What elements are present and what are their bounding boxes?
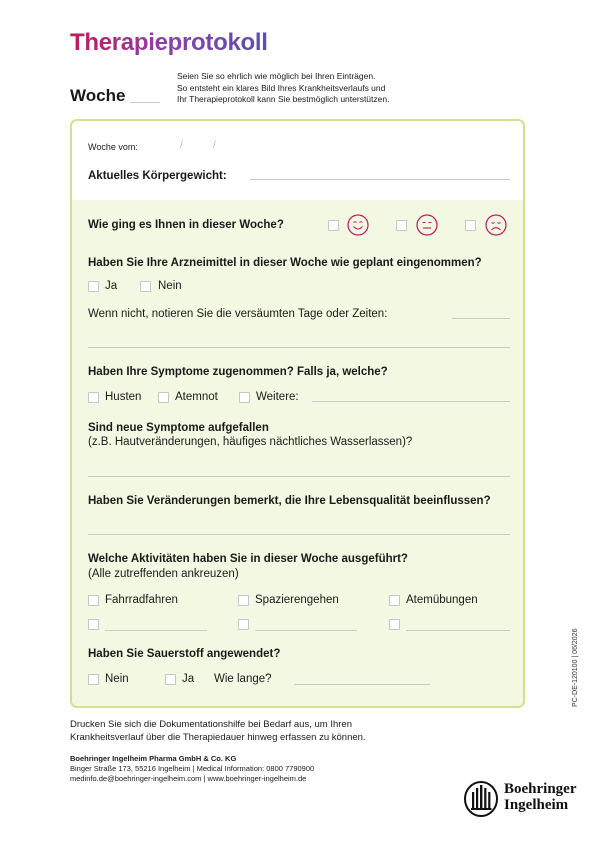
activity-option: Fahrradfahren [105,594,178,606]
mood-sad-checkbox[interactable] [465,220,476,231]
week-from-label: Woche vom: [88,142,138,152]
symptom-other-checkbox[interactable] [239,392,250,403]
new-symptoms-field[interactable] [88,476,510,477]
quality-question: Haben Sie Veränderungen bemerkt, die Ihre Lebensqualität beeinflussen? [88,495,491,507]
mood-happy-checkbox[interactable] [328,220,339,231]
week-label: Woche [70,86,126,105]
document-code: PC-DE-120100 | 06/2026 [572,628,579,707]
footer-note-line: Drucken Sie sich die Dokumentationshilfe bei Bedarf aus, um Ihren [70,719,352,730]
mood-question: Wie ging es Ihnen in dieser Woche? [88,219,284,231]
oxygen-question: Haben Sie Sauerstoff angewendet? [88,648,281,660]
neutral-icon [416,214,438,236]
oxygen-no-checkbox[interactable] [88,674,99,685]
company-address: Binger Straße 173, 55216 Ingelheim | Medical Information: 0800 7790900 [70,764,315,773]
oxygen-duration-label: Wie lange? [214,673,272,685]
new-symptoms-question: Sind neue Symptome aufgefallen [88,422,269,434]
activity-custom-checkbox[interactable] [88,619,99,630]
symptom-dyspnea-checkbox[interactable] [158,392,169,403]
form-panel-header [72,121,523,200]
intro-line: Ihr Therapieprotokoll kann Sie bestmöglich unterstützen. [177,94,390,104]
mood-neutral-checkbox[interactable] [396,220,407,231]
new-symptoms-hint: (z.B. Hautveränderungen, häufiges nächtliches Wasserlassen)? [88,436,413,448]
oxygen-no-label: Nein [105,673,129,685]
activity-custom-checkbox[interactable] [238,619,249,630]
sad-icon [485,214,507,236]
symptom-cough-checkbox[interactable] [88,392,99,403]
weight-field[interactable] [250,179,510,180]
footer-note-line: Krankheitsverlauf über die Therapiedauer hinweg erfassen zu können. [70,731,366,743]
activity-breathing-checkbox[interactable] [389,595,400,606]
form-panel [70,119,525,708]
activity-custom-field[interactable] [105,630,207,631]
boehringer-logo-icon [463,780,503,818]
symptoms-question: Haben Ihre Symptome zugenommen? Falls ja, welche? [88,366,388,378]
missed-days-field-extra[interactable] [88,347,510,348]
quality-field[interactable] [88,534,510,535]
footer-note [70,719,450,744]
activity-option: Spazierengehen [255,594,339,606]
weight-label: Aktuelles Körpergewicht: [88,170,227,182]
symptom-option: Husten [105,391,142,403]
medication-question: Haben Sie Ihre Arzneimittel in dieser Woche wie geplant eingenommen? [88,257,482,269]
oxygen-duration-field[interactable] [294,684,430,685]
activity-custom-field[interactable] [255,630,357,631]
logo-line: Ingelheim [504,797,569,813]
boehringer-logo [504,781,577,813]
date-separator: / [180,140,183,151]
happy-icon [347,214,369,236]
medication-no-label: Nein [158,280,182,292]
intro-text [177,71,447,106]
symptom-option: Atemnot [175,391,218,403]
medication-no-checkbox[interactable] [140,281,151,292]
company-info [70,754,314,784]
week-number-field[interactable] [130,102,160,103]
activity-cycling-checkbox[interactable] [88,595,99,606]
symptom-other-field[interactable] [312,401,510,402]
activity-custom-field[interactable] [406,630,510,631]
missed-days-field[interactable] [452,318,510,319]
date-separator: / [213,140,216,151]
page-title: Therapieprotokoll [70,29,268,56]
oxygen-yes-checkbox[interactable] [165,674,176,685]
medication-yes-label: Ja [105,280,118,292]
company-name: Boehringer Ingelheim Pharma GmbH & Co. KG [70,754,237,763]
missed-days-label: Wenn nicht, notieren Sie die versäumten Tage oder Zeiten: [88,308,388,320]
intro-line: So entsteht ein klares Bild Ihres Krankheitsverlaufs und [177,82,386,93]
oxygen-yes-label: Ja [182,673,195,685]
medication-yes-checkbox[interactable] [88,281,99,292]
activities-question: Welche Aktivitäten haben Sie in dieser Woche ausgeführt? [88,553,408,565]
activity-option: Atemübungen [406,594,478,606]
activity-walking-checkbox[interactable] [238,595,249,606]
symptom-option: Weitere: [256,391,299,403]
logo-line: Boehringer [504,781,577,797]
activities-hint: (Alle zutreffenden ankreuzen) [88,568,239,580]
activity-custom-checkbox[interactable] [389,619,400,630]
intro-line: Seien Sie so ehrlich wie möglich bei Ihren Einträgen. [177,71,376,81]
company-contact: medinfo.de@boehringer-ingelheim.com | www.boehringer-ingelheim.de [70,774,307,783]
